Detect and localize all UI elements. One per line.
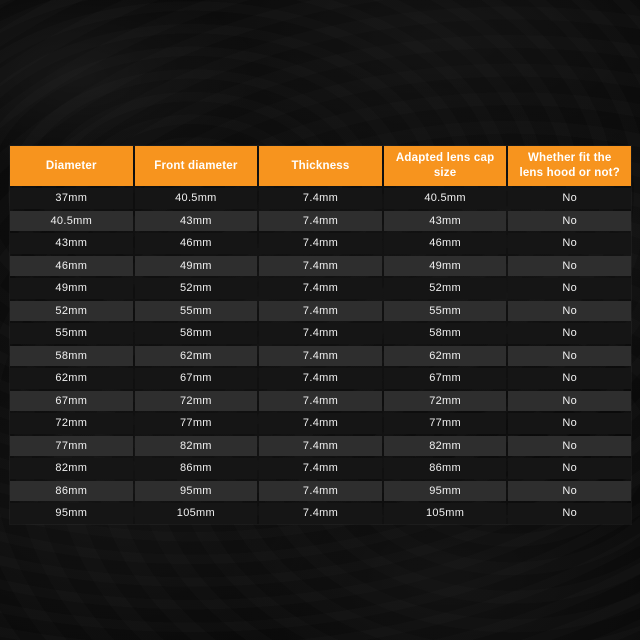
table-cell: 7.4mm	[259, 391, 382, 412]
column-header: Diameter	[10, 146, 133, 186]
table-cell: 7.4mm	[259, 481, 382, 502]
table-cell: 7.4mm	[259, 458, 382, 479]
table-cell: 72mm	[384, 391, 507, 412]
table-cell: 67mm	[135, 368, 258, 389]
table-cell: 95mm	[384, 481, 507, 502]
table-cell: 58mm	[10, 346, 133, 367]
table-cell: No	[508, 233, 631, 254]
table-cell: 67mm	[384, 368, 507, 389]
table-cell: No	[508, 346, 631, 367]
table-cell: No	[508, 503, 631, 524]
table-cell: 58mm	[135, 323, 258, 344]
table-cell: 55mm	[10, 323, 133, 344]
table-cell: 62mm	[135, 346, 258, 367]
table-cell: 46mm	[10, 256, 133, 277]
table-cell: 49mm	[135, 256, 258, 277]
table-cell: No	[508, 188, 631, 209]
table-cell: 52mm	[10, 301, 133, 322]
table-cell: 105mm	[384, 503, 507, 524]
column-header: Whether fit the lens hood or not?	[508, 146, 631, 186]
column-header: Thickness	[259, 146, 382, 186]
table-cell: 58mm	[384, 323, 507, 344]
table-cell: No	[508, 301, 631, 322]
table-cell: 82mm	[135, 436, 258, 457]
table-cell: No	[508, 323, 631, 344]
table-cell: 46mm	[384, 233, 507, 254]
table-cell: 62mm	[10, 368, 133, 389]
table-cell: 95mm	[10, 503, 133, 524]
table-cell: 43mm	[135, 211, 258, 232]
table-cell: 7.4mm	[259, 256, 382, 277]
table-cell: 49mm	[10, 278, 133, 299]
table-cell: No	[508, 436, 631, 457]
table-cell: 49mm	[384, 256, 507, 277]
table-cell: 7.4mm	[259, 233, 382, 254]
table-cell: 52mm	[135, 278, 258, 299]
table-cell: 55mm	[384, 301, 507, 322]
table-cell: 86mm	[384, 458, 507, 479]
column-header: Front diameter	[135, 146, 258, 186]
table-cell: 7.4mm	[259, 211, 382, 232]
table-cell: 55mm	[135, 301, 258, 322]
table-cell: 86mm	[10, 481, 133, 502]
table-cell: 82mm	[10, 458, 133, 479]
table-cell: 7.4mm	[259, 346, 382, 367]
table-cell: 7.4mm	[259, 278, 382, 299]
table-cell: 7.4mm	[259, 436, 382, 457]
table-cell: No	[508, 391, 631, 412]
table-cell: 46mm	[135, 233, 258, 254]
column-header: Adapted lens cap size	[384, 146, 507, 186]
table-cell: 72mm	[135, 391, 258, 412]
table-cell: No	[508, 211, 631, 232]
table-cell: No	[508, 278, 631, 299]
table-cell: 105mm	[135, 503, 258, 524]
table-cell: 67mm	[10, 391, 133, 412]
table-cell: No	[508, 368, 631, 389]
table-cell: 82mm	[384, 436, 507, 457]
table-cell: No	[508, 256, 631, 277]
table-cell: 43mm	[10, 233, 133, 254]
table-cell: 7.4mm	[259, 503, 382, 524]
table-cell: 52mm	[384, 278, 507, 299]
table-cell: No	[508, 413, 631, 434]
table-cell: 40.5mm	[10, 211, 133, 232]
table-cell: 7.4mm	[259, 301, 382, 322]
table-cell: 77mm	[384, 413, 507, 434]
table-cell: 7.4mm	[259, 368, 382, 389]
table-cell: 7.4mm	[259, 413, 382, 434]
table-cell: 77mm	[10, 436, 133, 457]
table-cell: 37mm	[10, 188, 133, 209]
table-cell: 77mm	[135, 413, 258, 434]
table-cell: 7.4mm	[259, 188, 382, 209]
table-cell: 86mm	[135, 458, 258, 479]
table-cell: 72mm	[10, 413, 133, 434]
table-cell: 62mm	[384, 346, 507, 367]
table-cell: 40.5mm	[384, 188, 507, 209]
table-cell: 40.5mm	[135, 188, 258, 209]
table-cell: 95mm	[135, 481, 258, 502]
table-cell: 43mm	[384, 211, 507, 232]
table-cell: No	[508, 481, 631, 502]
table-cell: No	[508, 458, 631, 479]
spec-table	[10, 146, 631, 524]
table-cell: 7.4mm	[259, 323, 382, 344]
